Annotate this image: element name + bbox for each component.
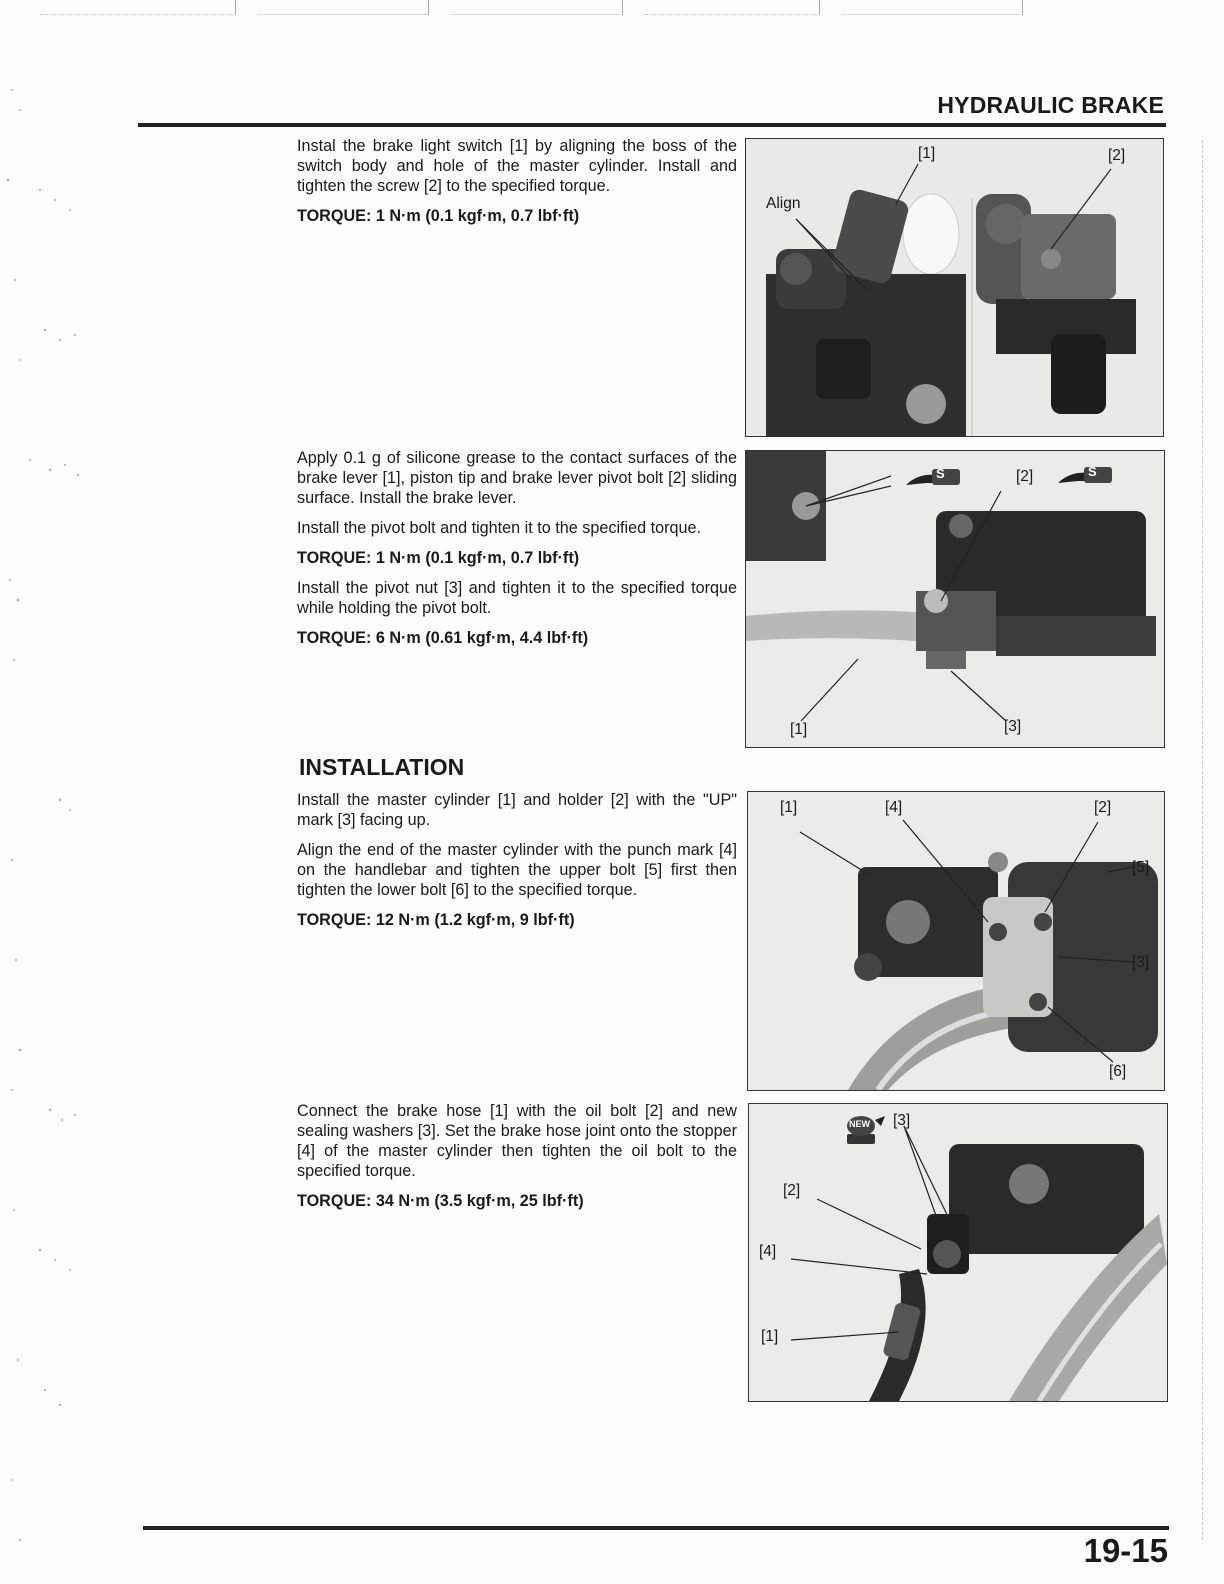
grease-icon-letter: S: [1088, 464, 1097, 479]
callout-1: [1]: [761, 1328, 779, 1345]
torque-spec: TORQUE: 6 N·m (0.61 kgf·m, 4.4 lbf·ft): [297, 629, 589, 647]
callout-2: [2]: [1016, 468, 1034, 485]
callout-1: [1]: [790, 721, 808, 738]
instruction-paragraph: Install the pivot bolt and tighten it to the specified torque.: [297, 519, 702, 537]
master-cylinder-photo: [748, 792, 1164, 1090]
instruction-paragraph: Apply 0.1 g of silicone grease to the contact surfaces of the brake lever [1], piston tip and brake lever pivot bolt [2] sliding surface. Install the brake lever.: [297, 449, 737, 507]
silicone-grease-icon: [1056, 461, 1118, 487]
brake-switch-figure: [745, 138, 1164, 437]
instruction-paragraph: Install the pivot nut [3] and tighten it to the specified torque while holding the pivot bolt.: [297, 579, 737, 617]
brake-hose-photo: [749, 1104, 1167, 1401]
callout-align: Align: [766, 195, 801, 212]
torque-spec: TORQUE: 1 N·m (0.1 kgf·m, 0.7 lbf·ft): [297, 549, 580, 567]
header-rule: [138, 123, 1166, 127]
torque-spec: TORQUE: 1 N·m (0.1 kgf·m, 0.7 lbf·ft): [297, 207, 580, 225]
brake-switch-photo: [746, 139, 1163, 436]
scan-edge-strip: [0, 0, 1224, 16]
brake-lever-instructions: [297, 448, 737, 658]
torque-spec: TORQUE: 34 N·m (3.5 kgf·m, 25 lbf·ft): [297, 1192, 584, 1210]
instruction-paragraph: Connect the brake hose [1] with the oil bolt [2] and new sealing washers [3]. Set the brake hose joint onto the stopper [4] of the master cylinder then tighten the oil bolt to the specified torque.: [297, 1102, 737, 1180]
callout-1: [1]: [780, 799, 798, 816]
silicone-grease-icon: [904, 463, 966, 489]
callout-5: [5]: [1132, 859, 1150, 876]
callout-1: [1]: [918, 145, 936, 162]
callout-4: [4]: [885, 799, 903, 816]
brake-hose-figure: [748, 1103, 1168, 1402]
callout-3: [3]: [1132, 954, 1150, 971]
callout-3: [3]: [893, 1112, 911, 1129]
callout-6: [6]: [1109, 1063, 1127, 1080]
brake-hose-instructions: [297, 1101, 737, 1221]
callout-2: [2]: [1094, 799, 1112, 816]
callout-3: [3]: [1004, 718, 1022, 735]
instruction-paragraph: Align the end of the master cylinder with the punch mark [4] on the handlebar and tighten the upper bolt [5] first then tighten the lower bolt [6] to the specified torque.: [297, 841, 737, 899]
torque-spec: TORQUE: 12 N·m (1.2 kgf·m, 9 lbf·ft): [297, 911, 575, 929]
margin-scan-noise: [0, 60, 95, 1570]
callout-2: [2]: [783, 1182, 801, 1199]
footer-rule: [143, 1526, 1169, 1530]
brake-lever-photo: [746, 451, 1164, 747]
instruction-paragraph: Instal the brake light switch [1] by aligning the boss of the switch body and hole of the master cylinder. Install and tighten the screw [2] to the specified torque.: [297, 137, 737, 195]
brake-lever-figure: [745, 450, 1165, 748]
page-header-title: HYDRAULIC BRAKE: [937, 92, 1164, 118]
master-cylinder-figure: [747, 791, 1165, 1091]
page-number: 19-15: [1083, 1532, 1168, 1569]
scan-guide-line: [1202, 140, 1203, 1540]
new-part-icon: [845, 1112, 887, 1148]
section-heading: INSTALLATION: [299, 754, 465, 780]
new-icon-label: NEW: [849, 1119, 870, 1129]
callout-2: [2]: [1108, 147, 1126, 164]
callout-4: [4]: [759, 1243, 777, 1260]
brake-switch-instructions: [297, 136, 737, 236]
grease-icon-letter: S: [936, 466, 945, 481]
master-cylinder-instructions: [297, 790, 737, 940]
instruction-paragraph: Install the master cylinder [1] and holder [2] with the "UP" mark [3] facing up.: [297, 791, 737, 829]
